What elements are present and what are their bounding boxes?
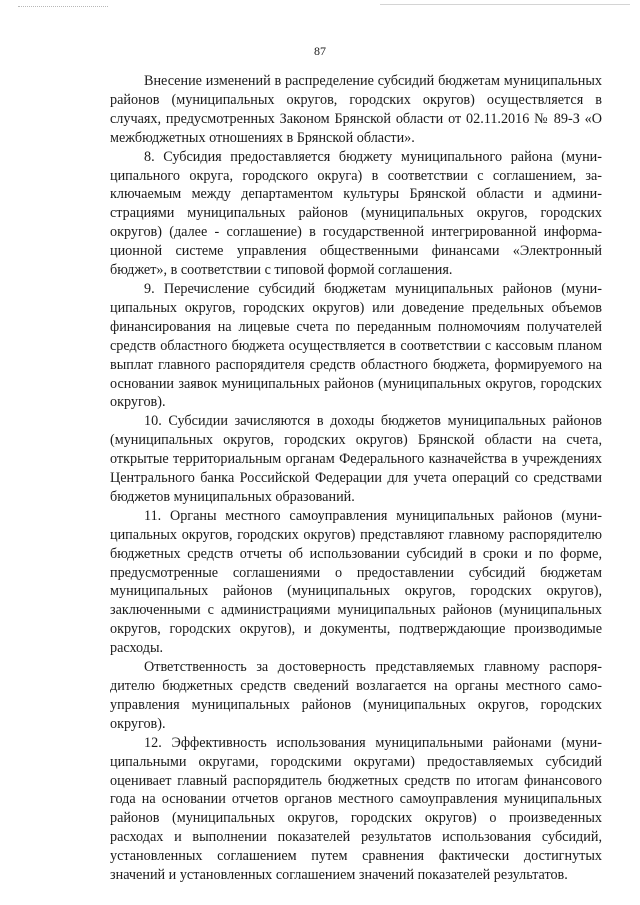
paragraph-8: 8. Субсидия предоставляется бюджету муниципального района (муниципального округа, городского округа) в соответствии с соглашением, заключаемым между департаментом культуры Брянской области и администрациями муниципальных районов (муниципальных округов, городских округов) (далее - соглашение) в государственной интегрированной информационной системе управления общественными финансами «Электронный бюджет», в соответствии с типовой формой соглашения. — [110, 148, 602, 279]
paragraph-subsidy-changes: Внесение изменений в распределение субсидий бюджетам муниципальных районов (муниципальных округов, городских округов) осуществляется в случаях, предусмотренных Законом Брянской области от 02.11.2016 № 89-З «О межбюджетных отношениях в Брянской области». — [110, 73, 602, 146]
paragraph-responsibility: Ответственность за достоверность представляемых главному распорядителю бюджетных средств сведений возлагается на органы местного самоуправления муниципальных районов (муниципальных округов, городских округов). — [110, 659, 602, 732]
paragraph-10: 10. Субсидии зачисляются в доходы бюджетов муниципальных районов (муниципальных округов, городских округов) Брянской области на счета, открытые территориальным органам Федерального казначейства в учреждениях Центрального банка Российской Федерации для учета операций со средствами бюджетов муниципальных образований. — [110, 413, 602, 505]
paragraph-11: 11. Органы местного самоуправления муниципальных районов (муниципальных округов, городских округов) представляют главному распорядителю бюджетных средств отчеты об использовании субсидий в сроки и по форме, предусмотренные соглашениями о предоставлении субсидий бюджетам муниципальных районов (муниципальных округов, городских округов), заключенными с администрациями муниципальных районов (муниципальных округов, городских округов), и документы, подтверждающие производимые расходы. — [110, 507, 602, 657]
paragraph-12: 12. Эффективность использования муниципальными районами (муниципальными округами, городскими округами) предоставляемых субсидий оценивает главный распорядитель бюджетных средств по итогам финансового года на основании отчетов органов местного самоуправления муниципальных районов (муниципальных округов, городских округов) о произведенных расходах и выполнении показателей результатов использования субсидий, установленных соглашением путем сравнения фактически достигнутых значений и установленных соглашением значений показателей результатов. — [110, 734, 602, 884]
scan-artifact-left — [18, 6, 108, 11]
paragraph-9: 9. Перечисление субсидий бюджетам муниципальных районов (муниципальных округов, городских округов) или доведение предельных объемов финансирования на лицевые счета по переданным полномочиям получателей средств областного бюджета осуществляется в соответствии с кассовым планом выплат главного распорядителя средств областного бюджета, формируемого на основании заявок муниципальных районов (муниципальных округов, городских округов). — [110, 280, 602, 411]
scan-artifact-right — [380, 4, 630, 9]
page-number: 87 — [314, 44, 326, 58]
document-body — [110, 72, 602, 885]
